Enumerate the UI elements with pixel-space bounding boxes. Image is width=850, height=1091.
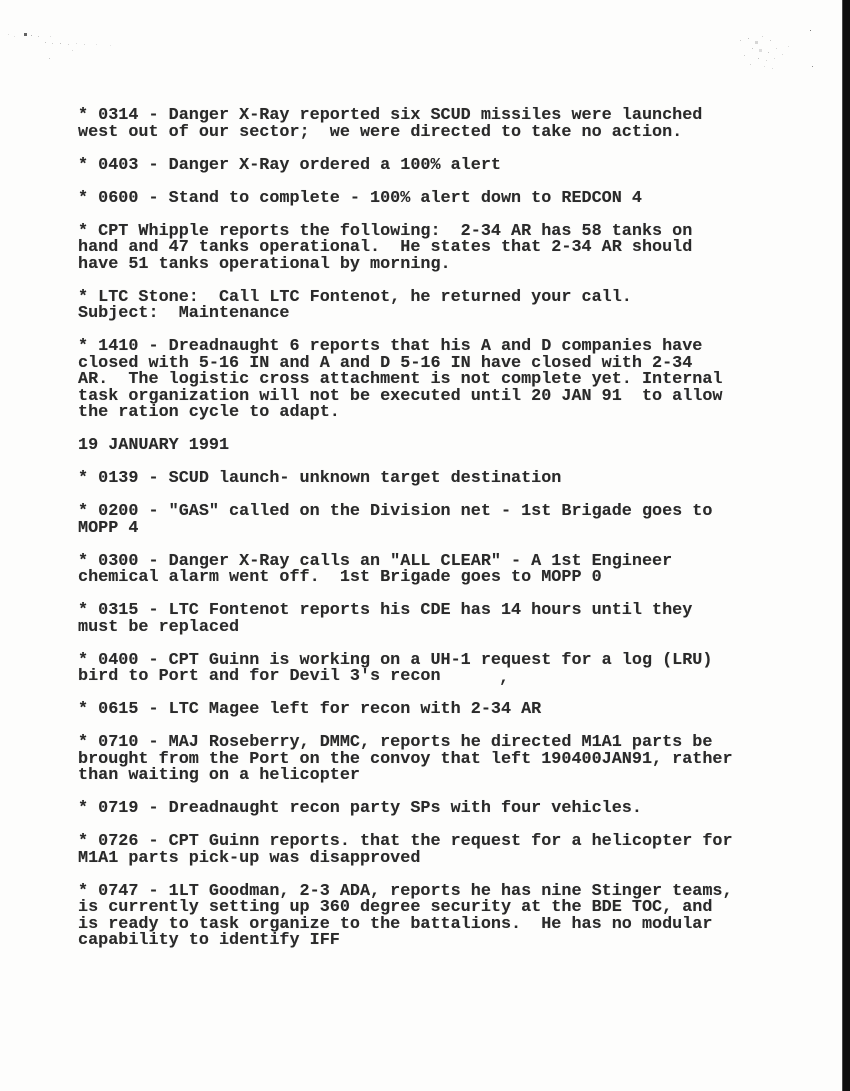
- log-entry: [78, 551, 768, 587]
- log-line: brought from the Port on the convoy that left 190400JAN91, rather: [78, 749, 733, 769]
- log-entry: [78, 108, 768, 141]
- scan-edge-bar: [842, 0, 850, 1091]
- log-line: than waiting on a helicopter: [78, 766, 360, 785]
- log-line: * 0600 - Stand to complete - 100% alert down to REDCON 4: [78, 188, 642, 208]
- log-line: * 0139 - SCUD launch- unknown target destination: [78, 469, 562, 488]
- log-entry: [78, 702, 768, 719]
- log-entry: [78, 881, 768, 950]
- log-line: * 0314 - Danger X-Ray reported six SCUD missiles were launched: [78, 106, 703, 125]
- log-line: west out of our sector; we were directed to take no action.: [78, 122, 683, 142]
- stray-mark: ,: [499, 669, 510, 688]
- log-entry: [78, 339, 768, 422]
- log-line: is ready to task organize to the battalions. He has no modular: [78, 914, 713, 934]
- log-line: * 0747 - 1LT Goodman, 2-3 ADA, reports he has nine Stinger teams,: [78, 881, 733, 901]
- log-line: * 0315 - LTC Fontenot reports his CDE has 14 hours until they: [78, 601, 693, 620]
- log-line: MOPP 4: [78, 518, 139, 538]
- log-line: capability to identify IFF: [78, 931, 340, 950]
- log-entry: [78, 735, 768, 785]
- log-line: * 0200 - "GAS" called on the Division net - 1st Brigade goes to: [78, 502, 713, 521]
- log-entry: [78, 188, 768, 208]
- log-line: * 0615 - LTC Magee left for recon with 2-34 AR: [78, 700, 542, 719]
- scan-noise-top-right: [0, 0, 1, 1]
- log-line: * 0719 - Dreadnaught recon party SPs with four vehicles.: [78, 799, 642, 818]
- log-entry: [78, 650, 768, 686]
- log-line: * 0300 - Danger X-Ray calls an "ALL CLEAR" - A 1st Engineer: [78, 551, 673, 571]
- log-entry: [78, 603, 768, 636]
- log-line: task organization will not be executed until 20 JAN 91 to allow: [78, 386, 723, 406]
- log-entry: [78, 287, 768, 323]
- log-entry: [78, 155, 768, 175]
- log-line: * LTC Stone: Call LTC Fontenot, he returned your call.: [78, 287, 632, 307]
- log-line: M1A1 parts pick-up was disapproved: [78, 848, 421, 868]
- date-heading: 19 JANUARY 1991: [78, 436, 230, 455]
- log-line: * 0726 - CPT Guinn reports. that the request for a helicopter for: [78, 832, 733, 851]
- log-line: Subject: Maintenance: [78, 304, 290, 323]
- document-body: [78, 108, 768, 966]
- log-line: * 0400 - CPT Guinn is working on a UH-1 request for a log (LRU): [78, 650, 713, 670]
- log-line: * 0403 - Danger X-Ray ordered a 100% alert: [78, 155, 501, 175]
- log-line: must be replaced: [78, 617, 240, 637]
- log-line: have 51 tanks operational by morning.: [78, 254, 451, 274]
- log-entry: [78, 471, 768, 488]
- log-line: * 1410 - Dreadnaught 6 reports that his A and D companies have: [78, 337, 703, 356]
- log-line: hand and 47 tanks operational. He states that 2-34 AR should: [78, 238, 693, 257]
- log-entry: [78, 221, 768, 274]
- log-line: closed with 5-16 IN and A and D 5-16 IN have closed with 2-34: [78, 353, 693, 373]
- log-entry: [78, 834, 768, 867]
- log-entry: [78, 504, 768, 537]
- log-line: is currently setting up 360 degree security at the BDE TOC, and: [78, 898, 713, 917]
- log-line: * CPT Whipple reports the following: 2-34 AR has 58 tanks on: [78, 221, 693, 241]
- log-line: chemical alarm went off. 1st Brigade goes to MOPP 0: [78, 568, 602, 587]
- log-entry: [78, 438, 768, 455]
- log-line: bird to Port and for Devil 3's recon: [78, 667, 441, 686]
- log-line: the ration cycle to adapt.: [78, 403, 340, 422]
- log-entry: [78, 801, 768, 818]
- log-line: * 0710 - MAJ Roseberry, DMMC, reports he directed M1A1 parts be: [78, 733, 713, 752]
- log-line: AR. The logistic cross attachment is not complete yet. Internal: [78, 370, 723, 389]
